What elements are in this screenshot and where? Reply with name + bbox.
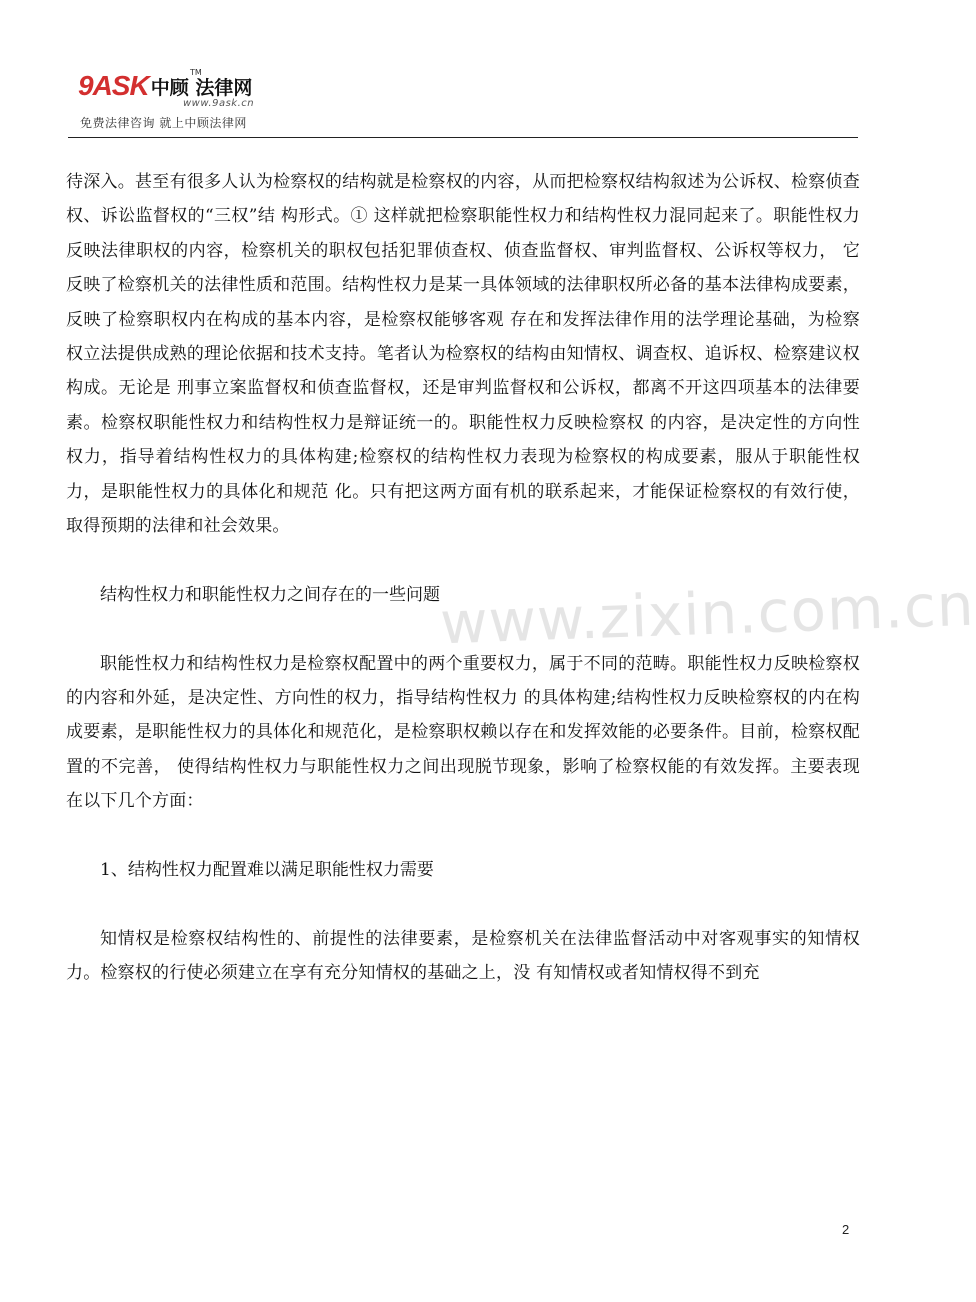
page-number: 2 bbox=[842, 1222, 850, 1237]
site-logo bbox=[78, 68, 255, 109]
body-paragraph: 职能性权力和结构性权力是检察权配置中的两个重要权力，属于不同的范畴。职能性权力反映检察权的内容和外延，是决定性、方向性的权力，指导结构性权力 的具体构建;结构性权力反映检察权的内在构成要素，是职能性权力的具体化和规范化，是检察职权赖以存在和发挥效能的必要条件。目前，检察权配置的不完善， 使得结构性权力与职能性权力之间出现脱节现象，影响了检察权能的有效发挥。主要表现在以下几个方面： bbox=[66, 653, 860, 812]
paragraph-spacer bbox=[66, 819, 860, 853]
watermark: www.zixin.com.cn bbox=[438, 570, 976, 658]
logo-mark: 9ASK bbox=[78, 70, 149, 101]
logo-name: 中顾 法律网 bbox=[150, 77, 253, 99]
section-heading: 结构性权力和职能性权力之间存在的一些问题 bbox=[100, 584, 440, 605]
body-paragraph: 待深入。甚至有很多人认为检察权的结构就是检察权的内容，从而把检察权结构叙述为公诉权、检察侦查权、诉讼监督权的“三权”结 构形式。① 这样就把检察职能性权力和结构性权力混同起来了。职能性权力反映法律职权的内容，检察机关的职权包括犯罪侦查权、侦查监督权、审判监督权、公诉权等权力， 它反映了检察机关的法律性质和范围。结构性权力是某一具体领域的法律职权所必备的基本法律构成要素，反映了检察职权内在构成的基本内容，是检察权能够客观 存在和发挥法律作用的法学理论基础，为检察权立法提供成熟的理论依据和技术支持。笔者认为检察权的结构由知情权、调查权、追诉权、检察建议权构成。无论是 刑事立案监督权和侦查监督权，还是审判监督权和公诉权，都离不开这四项基本的法律要素。检察权职能性权力和结构性权力是辩证统一的。职能性权力反映检察权 的内容，是决定性的方向性权力，指导着结构性权力的具体构建;检察权的结构性权力表现为检察权的构成要素，服从于职能性权力，是职能性权力的具体化和规范 化。只有把这两方面有机的联系起来，才能保证检察权的有效行使，取得预期的法律和社会效果。 bbox=[66, 172, 860, 537]
subsection-heading: 1、结构性权力配置难以满足职能性权力需要 bbox=[100, 860, 434, 881]
paragraph-spacer bbox=[66, 612, 860, 646]
paragraph-spacer bbox=[66, 543, 860, 577]
paragraph-spacer bbox=[66, 887, 860, 921]
header-slogan: 免费法律咨询 就上中顾法律网 bbox=[80, 116, 247, 130]
document-body bbox=[66, 165, 860, 991]
trademark-mark: TM bbox=[190, 68, 202, 77]
body-paragraph: 知情权是检察权结构性的、前提性的法律要素，是检察机关在法律监督活动中对客观事实的知情权力。检察权的行使必须建立在享有充分知情权的基础之上，没 有知情权或者知情权得不到充 bbox=[66, 928, 860, 984]
header-divider bbox=[68, 137, 858, 138]
logo-url: www.9ask.cn bbox=[183, 98, 255, 109]
document-header bbox=[68, 62, 858, 138]
